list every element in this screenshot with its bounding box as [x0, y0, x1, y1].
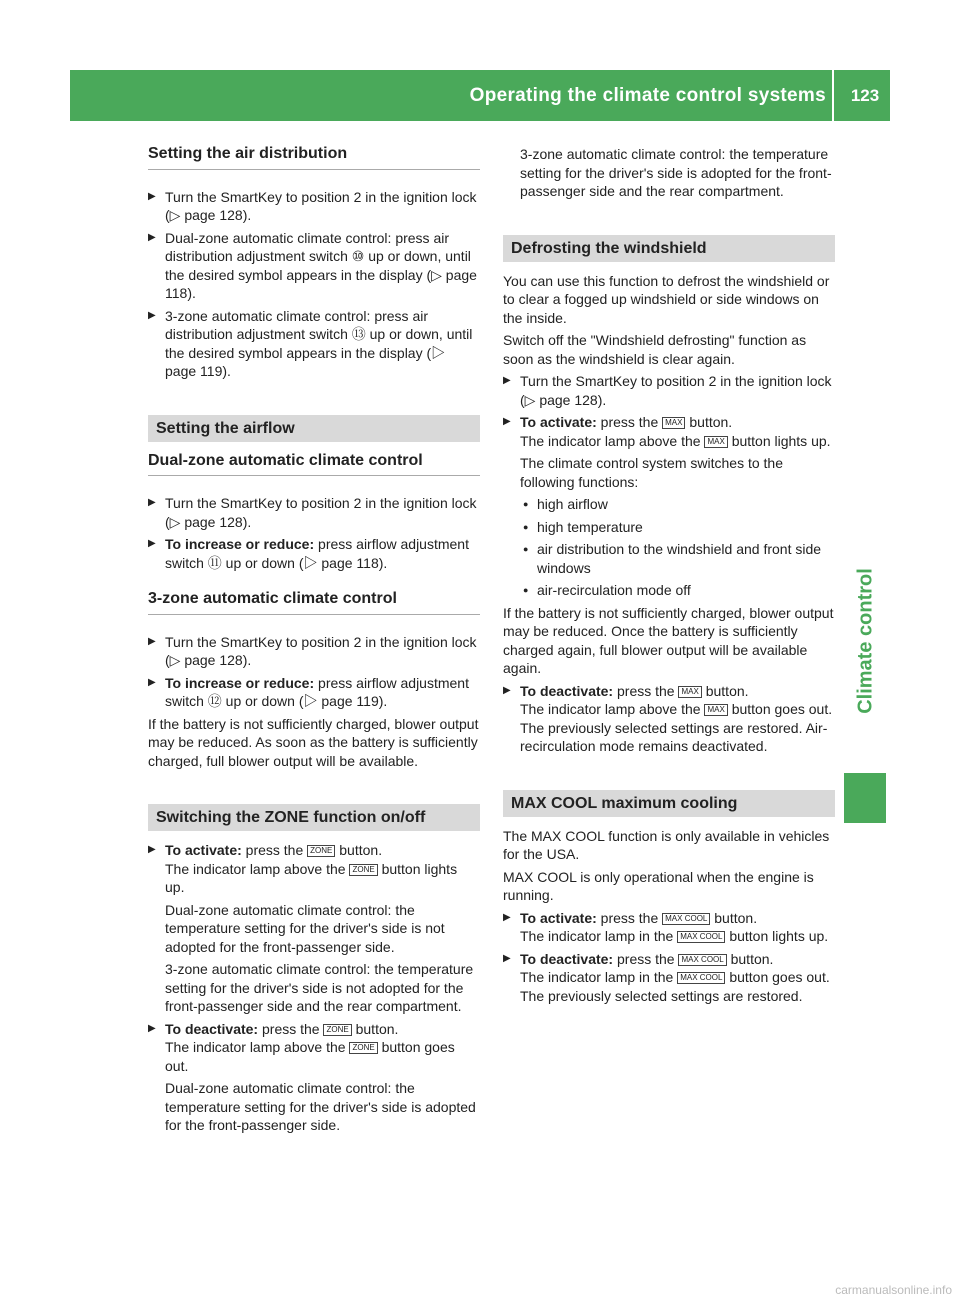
step-detail: The climate control system switches to the following functions:	[520, 455, 783, 490]
step-text: press the	[617, 682, 675, 699]
continued-text: 3-zone automatic climate control: the temperature setting for the driver's side is adopted for the front-passenger side and the rear compartment.	[520, 146, 832, 199]
step-item	[148, 674, 480, 711]
paragraph: MAX COOL is only operational when the engine is running.	[503, 868, 814, 903]
step-item	[503, 413, 835, 450]
page-header	[70, 70, 890, 121]
step-text: press the	[262, 1020, 320, 1037]
step-bold-label: To increase or reduce:	[165, 674, 315, 691]
section-title-air-distribution: Setting the air distribution	[148, 145, 480, 170]
step-bold-label: To deactivate:	[520, 950, 614, 967]
defrost-max-icon: MAX	[662, 417, 685, 429]
step-detail: Dual-zone automatic climate control: the temperature setting for the driver's side is not adopted for the front-passenger side.	[165, 901, 445, 955]
paragraph: Switch off the "Windshield defrosting" function as soon as the windshield is clear again.	[503, 332, 807, 367]
right-column	[503, 145, 835, 1009]
max-cool-icon: MAX COOL	[677, 931, 725, 943]
header-title: Operating the climate control systems	[469, 85, 826, 106]
spacer	[148, 385, 480, 415]
step-bold-label: To activate:	[520, 414, 597, 430]
left-column	[148, 145, 480, 1139]
step-item: ▶ Turn the SmartKey to position 2 in the ignition lock (▷ page 128).	[503, 372, 835, 409]
step-bold-label: To activate:	[520, 909, 597, 926]
step-item: ▶ Dual-zone automatic climate control: press air distribution adjustment switch ⑩ up or down, until the desired symbol appears in the display (▷ page 118).	[148, 229, 480, 303]
step-text: press airflow adjustment switch ⑪ up or down (▷ page 118).	[165, 536, 469, 571]
step-item	[148, 841, 480, 897]
section-title-defrost: Defrosting the windshield	[503, 235, 835, 262]
step-text: The indicator lamp in the	[520, 969, 674, 985]
section-title-airflow: Setting the airflow	[148, 415, 480, 442]
step-text: press the	[600, 909, 659, 926]
step-text: button goes out. The previously selected settings are restored. Air-recirculation mode remains deactivated.	[520, 701, 833, 754]
step-text: button lights up.	[731, 432, 831, 449]
step-text: button.	[730, 950, 774, 967]
step-bold-label: To activate:	[165, 842, 242, 858]
defrost-max-icon: MAX	[678, 686, 701, 698]
step-item	[148, 1020, 480, 1076]
list-item: ● high airflow	[520, 495, 835, 514]
step-detail: 3-zone automatic climate control: the temperature setting for the driver's side is not adopted for the front-passenger side and the rear compartment.	[165, 961, 474, 1014]
step-text: button goes out.	[165, 1039, 455, 1074]
list-item: ● air-recirculation mode off	[520, 581, 835, 600]
step-text: button.	[714, 909, 758, 926]
battery-note: If the battery is not sufficiently charged, blower output may be reduced. Once the battery is sufficiently charged again, full blower output will be available again.	[503, 604, 834, 676]
step-item	[503, 909, 835, 946]
section-title-zone: Switching the ZONE function on/off	[148, 804, 480, 831]
step-item	[148, 535, 480, 572]
chapter-tab-marker	[844, 773, 886, 823]
step-text: button.	[689, 414, 733, 430]
step-bold-label: To deactivate:	[165, 1020, 259, 1037]
step-bold-label: To increase or reduce:	[165, 536, 315, 552]
zone-button-icon: ZONE	[349, 1042, 377, 1054]
step-text: button lights up.	[165, 860, 458, 895]
page-number: 123	[850, 86, 880, 105]
bullet-list	[503, 495, 835, 600]
list-item: ● high temperature	[520, 518, 835, 537]
step-text: press the	[617, 950, 675, 967]
step-text: The indicator lamp above the	[520, 432, 701, 449]
step-text: button.	[339, 842, 383, 858]
step-text: press the	[600, 414, 659, 430]
chapter-sidebar	[840, 121, 890, 1235]
defrost-max-icon: MAX	[704, 704, 727, 716]
step-text: The indicator lamp above the	[165, 1039, 346, 1055]
subsection-title-3-zone: 3-zone automatic climate control	[148, 590, 480, 615]
zone-button-icon: ZONE	[307, 845, 335, 857]
max-cool-icon: MAX COOL	[677, 972, 725, 984]
header-divider	[832, 70, 834, 121]
step-item	[503, 682, 835, 756]
step-item: ▶ 3-zone automatic climate control: press air distribution adjustment switch ⑬ up or down, until the desired symbol appears in the display (▷ page 119).	[148, 307, 480, 381]
max-cool-icon: MAX COOL	[662, 913, 710, 925]
step-text: button lights up.	[729, 928, 829, 944]
step-text: press the	[245, 842, 304, 858]
zone-button-icon: ZONE	[323, 1024, 351, 1036]
step-text: The indicator lamp above the	[165, 860, 346, 877]
step-text: button.	[355, 1020, 399, 1037]
list-item: ● air distribution to the windshield and front side windows	[520, 540, 835, 577]
step-text: The indicator lamp above the	[520, 701, 701, 717]
step-bold-label: To deactivate:	[520, 682, 614, 699]
step-item	[503, 950, 835, 1006]
step-text: press airflow adjustment switch ⑫ up or down (▷ page 119).	[165, 674, 469, 709]
defrost-max-icon: MAX	[704, 436, 727, 448]
paragraph: You can use this function to defrost the windshield or to clear a fogged up windshield or side windows on the inside.	[503, 272, 830, 326]
battery-note: If the battery is not sufficiently charged, blower output may be reduced. As soon as the battery is sufficiently charged, full blower output will be available.	[148, 715, 479, 769]
max-cool-icon: MAX COOL	[678, 954, 726, 966]
step-detail: Dual-zone automatic climate control: the temperature setting for the driver's side is adopted for the front-passenger side.	[165, 1080, 476, 1133]
chapter-label	[846, 561, 886, 721]
spacer	[148, 774, 480, 804]
step-text: button.	[705, 682, 749, 699]
step-item: ▶ Turn the SmartKey to position 2 in the ignition lock (▷ page 128).	[148, 188, 480, 225]
zone-button-icon: ZONE	[349, 864, 377, 876]
paragraph: The MAX COOL function is only available in vehicles for the USA.	[503, 827, 830, 862]
step-item: ▶ Turn the SmartKey to position 2 in the ignition lock (▷ page 128).	[148, 494, 480, 531]
section-title-max-cool: MAX COOL maximum cooling	[503, 790, 835, 817]
step-text: button goes out. The previously selected settings are restored.	[520, 969, 830, 1004]
spacer	[503, 760, 835, 790]
subsection-title-dual-zone: Dual-zone automatic climate control	[148, 452, 480, 477]
step-text: The indicator lamp in the	[520, 928, 674, 944]
chapter-label-text: Climate control	[854, 568, 877, 714]
spacer	[503, 205, 835, 235]
step-item: ▶ Turn the SmartKey to position 2 in the ignition lock (▷ page 128).	[148, 633, 480, 670]
watermark-text: carmanualsonline.info	[835, 1283, 952, 1297]
